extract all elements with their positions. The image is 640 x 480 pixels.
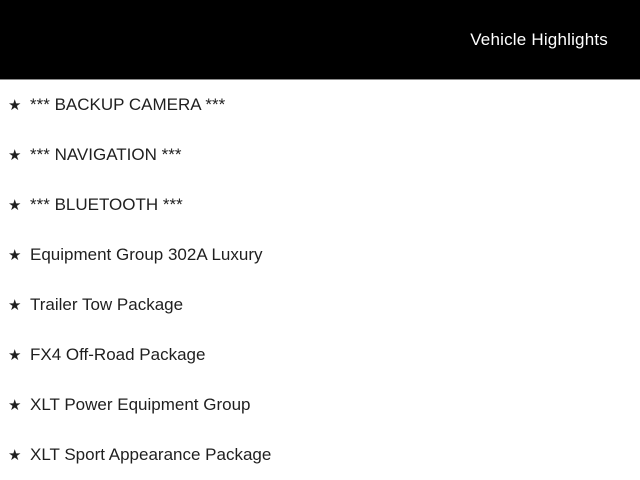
- star-icon: ★: [8, 345, 22, 364]
- list-item-label: Equipment Group 302A Luxury: [30, 245, 263, 264]
- star-icon: ★: [8, 295, 22, 314]
- list-item: [0, 330, 640, 380]
- star-icon: ★: [8, 245, 22, 264]
- star-icon: ★: [8, 395, 22, 414]
- header-bar: [0, 0, 640, 80]
- list-item-label: *** BACKUP CAMERA ***: [30, 95, 226, 114]
- star-icon: ★: [8, 445, 22, 464]
- list-item-label: FX4 Off-Road Package: [30, 345, 206, 364]
- highlights-list: [0, 80, 640, 480]
- star-icon: ★: [8, 145, 22, 164]
- star-icon: ★: [8, 195, 22, 214]
- list-item: [0, 230, 640, 280]
- list-item-label: *** NAVIGATION ***: [30, 145, 182, 164]
- star-icon: ★: [8, 95, 22, 114]
- list-item: [0, 380, 640, 430]
- header-title: Vehicle Highlights: [470, 29, 608, 49]
- list-item-label: XLT Sport Appearance Package: [30, 445, 272, 464]
- list-item: [0, 80, 640, 130]
- list-item: [0, 280, 640, 330]
- list-item-label: XLT Power Equipment Group: [30, 395, 251, 414]
- list-item: [0, 430, 640, 480]
- list-item: [0, 130, 640, 180]
- list-item: [0, 180, 640, 230]
- list-item-label: Trailer Tow Package: [30, 295, 184, 314]
- list-item-label: *** BLUETOOTH ***: [30, 195, 183, 214]
